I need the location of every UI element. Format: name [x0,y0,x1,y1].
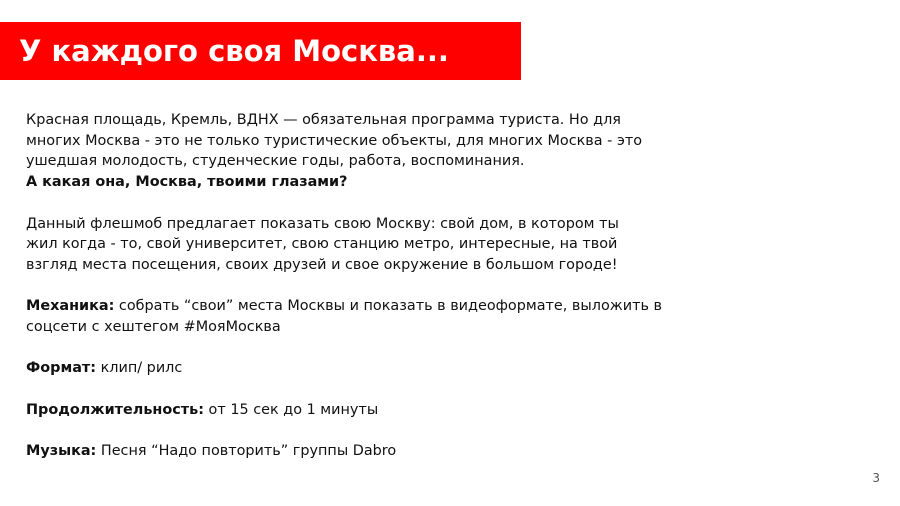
description-line-3: взгляд места посещения, своих друзей и свое окружение в большом городе! [26,256,618,273]
format-value: клип/ рилс [96,360,183,377]
duration-line [26,400,686,421]
intro-line-2: многих Москва - это не только туристические объекты, для многих Москва - это [26,132,643,149]
intro-line-3: ушедшая молодость, студенческие годы, работа, воспоминания. [26,153,525,170]
paragraph-gap [26,276,686,297]
slide-title: У каждого своя Москва... [19,34,449,68]
paragraph-gap [26,338,686,359]
duration-label: Продолжительность: [26,401,204,418]
title-banner [0,22,521,80]
paragraph-gap [26,420,686,441]
paragraph-gap [26,379,686,400]
mechanics-line-1 [26,296,686,317]
mechanics-text: собрать “свои” места Москвы и показать в видеоформате, выложить в [114,298,663,315]
description-line-1: Данный флешмоб предлагает показать свою Москву: свой дом, в котором ты [26,215,619,232]
music-value: Песня “Надо повторить” группы Dabro [96,443,397,460]
intro-question: А какая она, Москва, твоими глазами? [26,174,348,191]
page-number: 3 [872,471,880,485]
mechanics-label: Механика: [26,298,115,315]
duration-value: от 15 сек до 1 минуты [203,401,379,418]
slide-body [26,110,686,462]
mechanics-line-2: соцсети с хештегом #МояМосква [26,319,281,335]
paragraph-gap [26,193,686,214]
format-label: Формат: [26,360,97,377]
intro-line-1: Красная площадь, Кремль, ВДНХ — обязательная программа туриста. Но для [26,112,621,128]
format-line [26,358,686,379]
music-label: Музыка: [26,443,97,460]
description-line-2: жил когда - то, свой университет, свою станцию метро, интересные, на твой [26,236,618,253]
music-line [26,441,686,462]
